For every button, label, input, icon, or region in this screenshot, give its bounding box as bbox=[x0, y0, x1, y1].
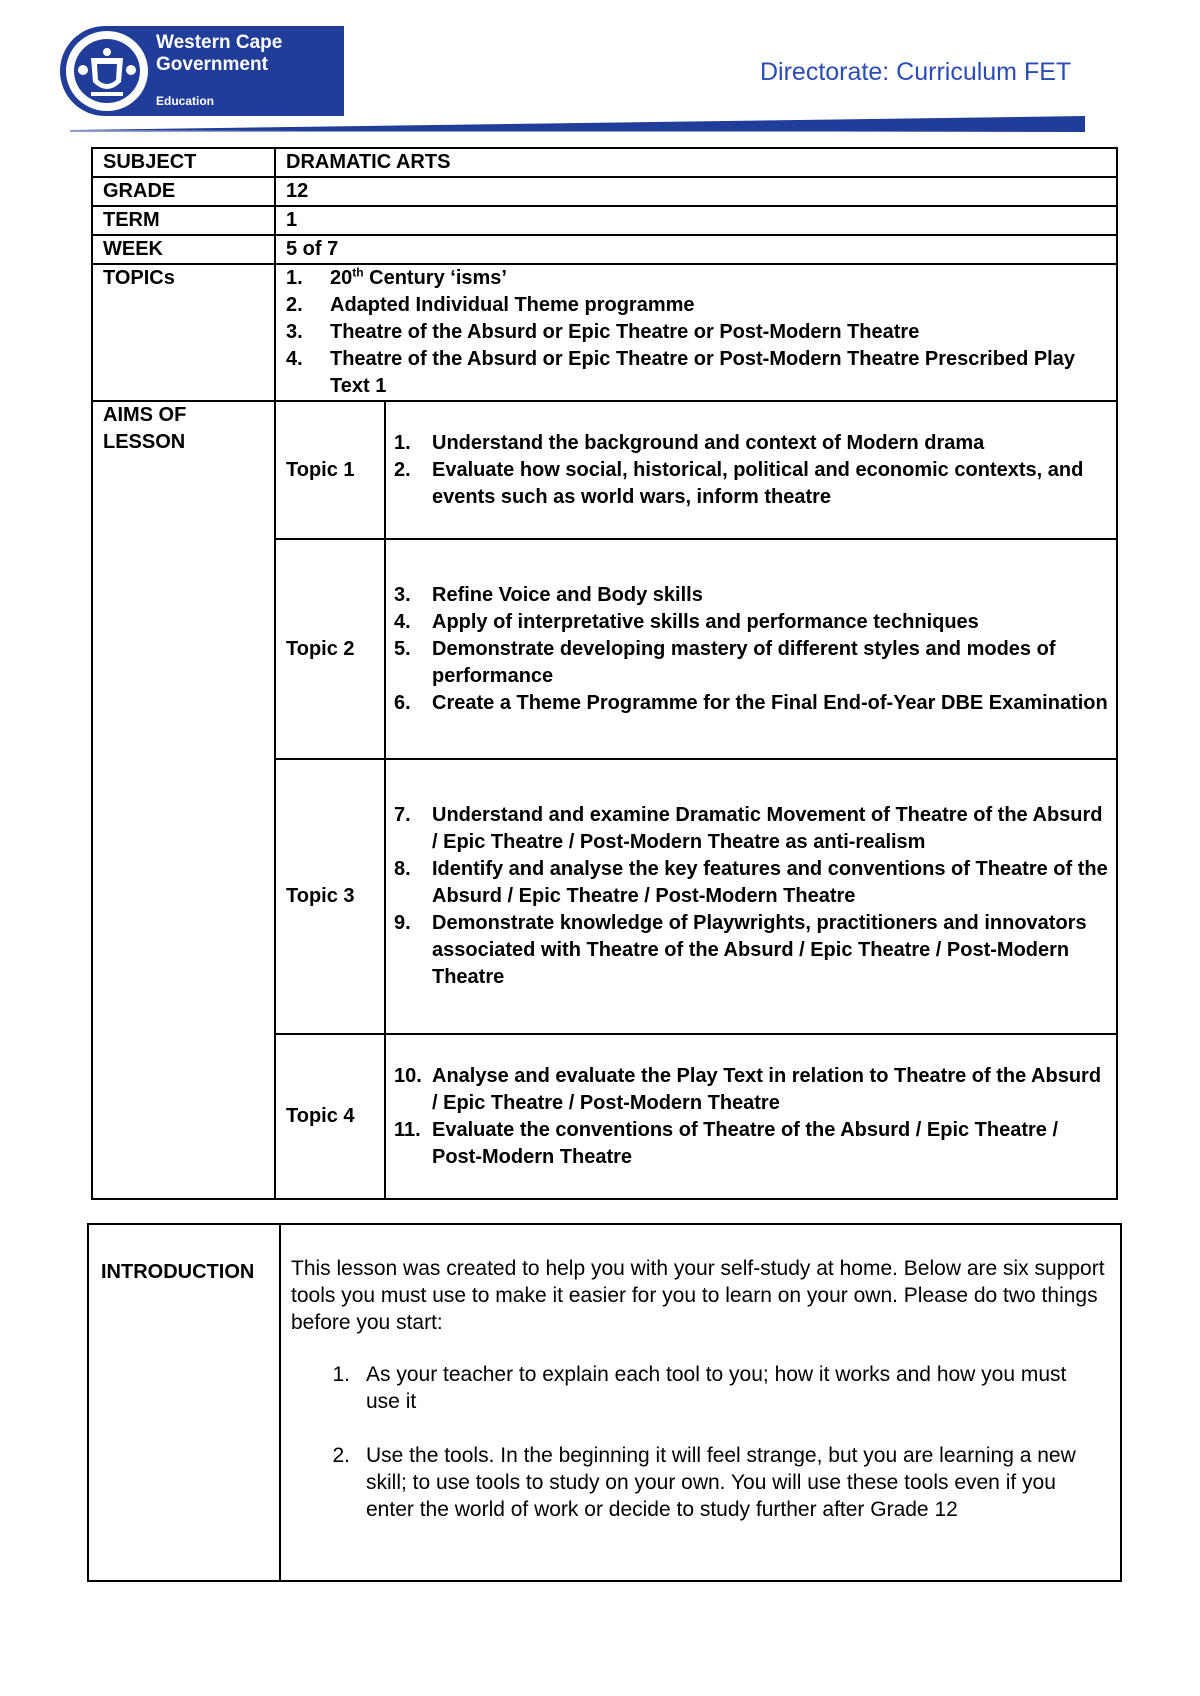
introduction-paragraph: This lesson was created to help you with your self-study at home. Below are six support tools you must use to make it easier for you to learn on your own. Please do two things before you start: bbox=[291, 1257, 1105, 1334]
org-department: Education bbox=[156, 94, 215, 108]
subject-label: SUBJECT bbox=[92, 148, 275, 177]
topic-1-label: Topic 1 bbox=[275, 401, 385, 539]
topic-4-aims bbox=[385, 1034, 1117, 1199]
topics-list bbox=[286, 265, 1106, 400]
list-item: 6. Create a Theme Programme for the Final End-of-Year DBE Examination bbox=[394, 691, 1108, 714]
aims-label: AIMS OF LESSON bbox=[92, 401, 275, 1199]
week-label: WEEK bbox=[92, 235, 275, 264]
list-item: 10. Analyse and evaluate the Play Text in relation to Theatre of the Absurd / Epic Theatre / Post-Modern Theatre bbox=[394, 1064, 1102, 1114]
list-item: 1. 20th Century ‘isms’ bbox=[286, 265, 507, 289]
table-row bbox=[92, 177, 1117, 206]
grade-label: GRADE bbox=[92, 177, 275, 206]
topic-2-label: Topic 2 bbox=[275, 539, 385, 759]
wcg-logo bbox=[60, 26, 344, 116]
subject-value: DRAMATIC ARTS bbox=[275, 148, 1117, 177]
introduction-steps bbox=[291, 1361, 1106, 1523]
list-item: 4. Theatre of the Absurd or Epic Theatre or Post-Modern Theatre Prescribed Play Text 1 bbox=[286, 348, 1075, 397]
topic-3-label: Topic 3 bbox=[275, 759, 385, 1034]
org-name-line2: Government bbox=[156, 54, 268, 75]
header-swoosh-divider bbox=[0, 110, 1200, 140]
topics-list-cell bbox=[275, 264, 1117, 401]
table-row bbox=[88, 1224, 1121, 1581]
table-row bbox=[92, 264, 1117, 401]
list-item: 2. Adapted Individual Theme programme bbox=[286, 294, 695, 316]
list-item: 1. As your teacher to explain each tool to you; how it works and how you must use it bbox=[332, 1363, 1067, 1413]
list-item: 1. Understand the background and context of Modern drama bbox=[394, 431, 985, 454]
coat-of-arms-icon bbox=[66, 31, 148, 111]
term-label: TERM bbox=[92, 206, 275, 235]
list-item: 11. Evaluate the conventions of Theatre of the Absurd / Epic Theatre / Post-Modern Theatre bbox=[394, 1118, 1059, 1168]
table-row bbox=[92, 401, 1117, 539]
table-row bbox=[92, 148, 1117, 177]
list-item: 4. Apply of interpretative skills and performance techniques bbox=[394, 610, 979, 633]
topics-label: TOPICs bbox=[92, 264, 275, 401]
week-value: 5 of 7 bbox=[275, 235, 1117, 264]
introduction-table bbox=[87, 1223, 1122, 1582]
introduction-label: INTRODUCTION bbox=[88, 1224, 280, 1581]
list-item: 2. Evaluate how social, historical, political and economic contexts, and events such as world wars, inform theatre bbox=[394, 458, 1084, 508]
list-item: 7. Understand and examine Dramatic Movement of Theatre of the Absurd / Epic Theatre / Post-Modern Theatre as anti-realism bbox=[394, 804, 1103, 853]
grade-value: 12 bbox=[275, 177, 1117, 206]
org-name-line1: Western Cape bbox=[156, 32, 283, 53]
list-item: 5. Demonstrate developing mastery of different styles and modes of performance bbox=[394, 637, 1056, 687]
topic-1-aims bbox=[385, 401, 1117, 539]
table-row bbox=[92, 235, 1117, 264]
topic-3-aims bbox=[385, 759, 1117, 1034]
lesson-info-table bbox=[91, 147, 1118, 1200]
term-value: 1 bbox=[275, 206, 1117, 235]
list-item: 3. Theatre of the Absurd or Epic Theatre or Post-Modern Theatre bbox=[286, 321, 920, 343]
table-row bbox=[92, 206, 1117, 235]
directorate-title: Directorate: Curriculum FET bbox=[760, 58, 1072, 86]
list-item: 2. Use the tools. In the beginning it will feel strange, but you are learning a new skill; to use tools to study on your own. You will use these tools even if you enter the world of work or decide to study further after Grade 12 bbox=[332, 1444, 1076, 1521]
list-item: 8. Identify and analyse the key features and conventions of Theatre of the Absurd / Epic Theatre / Post-Modern Theatre bbox=[394, 858, 1108, 907]
list-item: 3. Refine Voice and Body skills bbox=[394, 583, 703, 606]
introduction-body bbox=[280, 1224, 1121, 1581]
topic-2-aims bbox=[385, 539, 1117, 759]
topic-4-label: Topic 4 bbox=[275, 1034, 385, 1199]
list-item: 9. Demonstrate knowledge of Playwrights, practitioners and innovators associated with Theatre of the Absurd / Epic Theatre / Post-Modern Theatre bbox=[394, 912, 1087, 988]
page-header bbox=[0, 0, 1200, 140]
